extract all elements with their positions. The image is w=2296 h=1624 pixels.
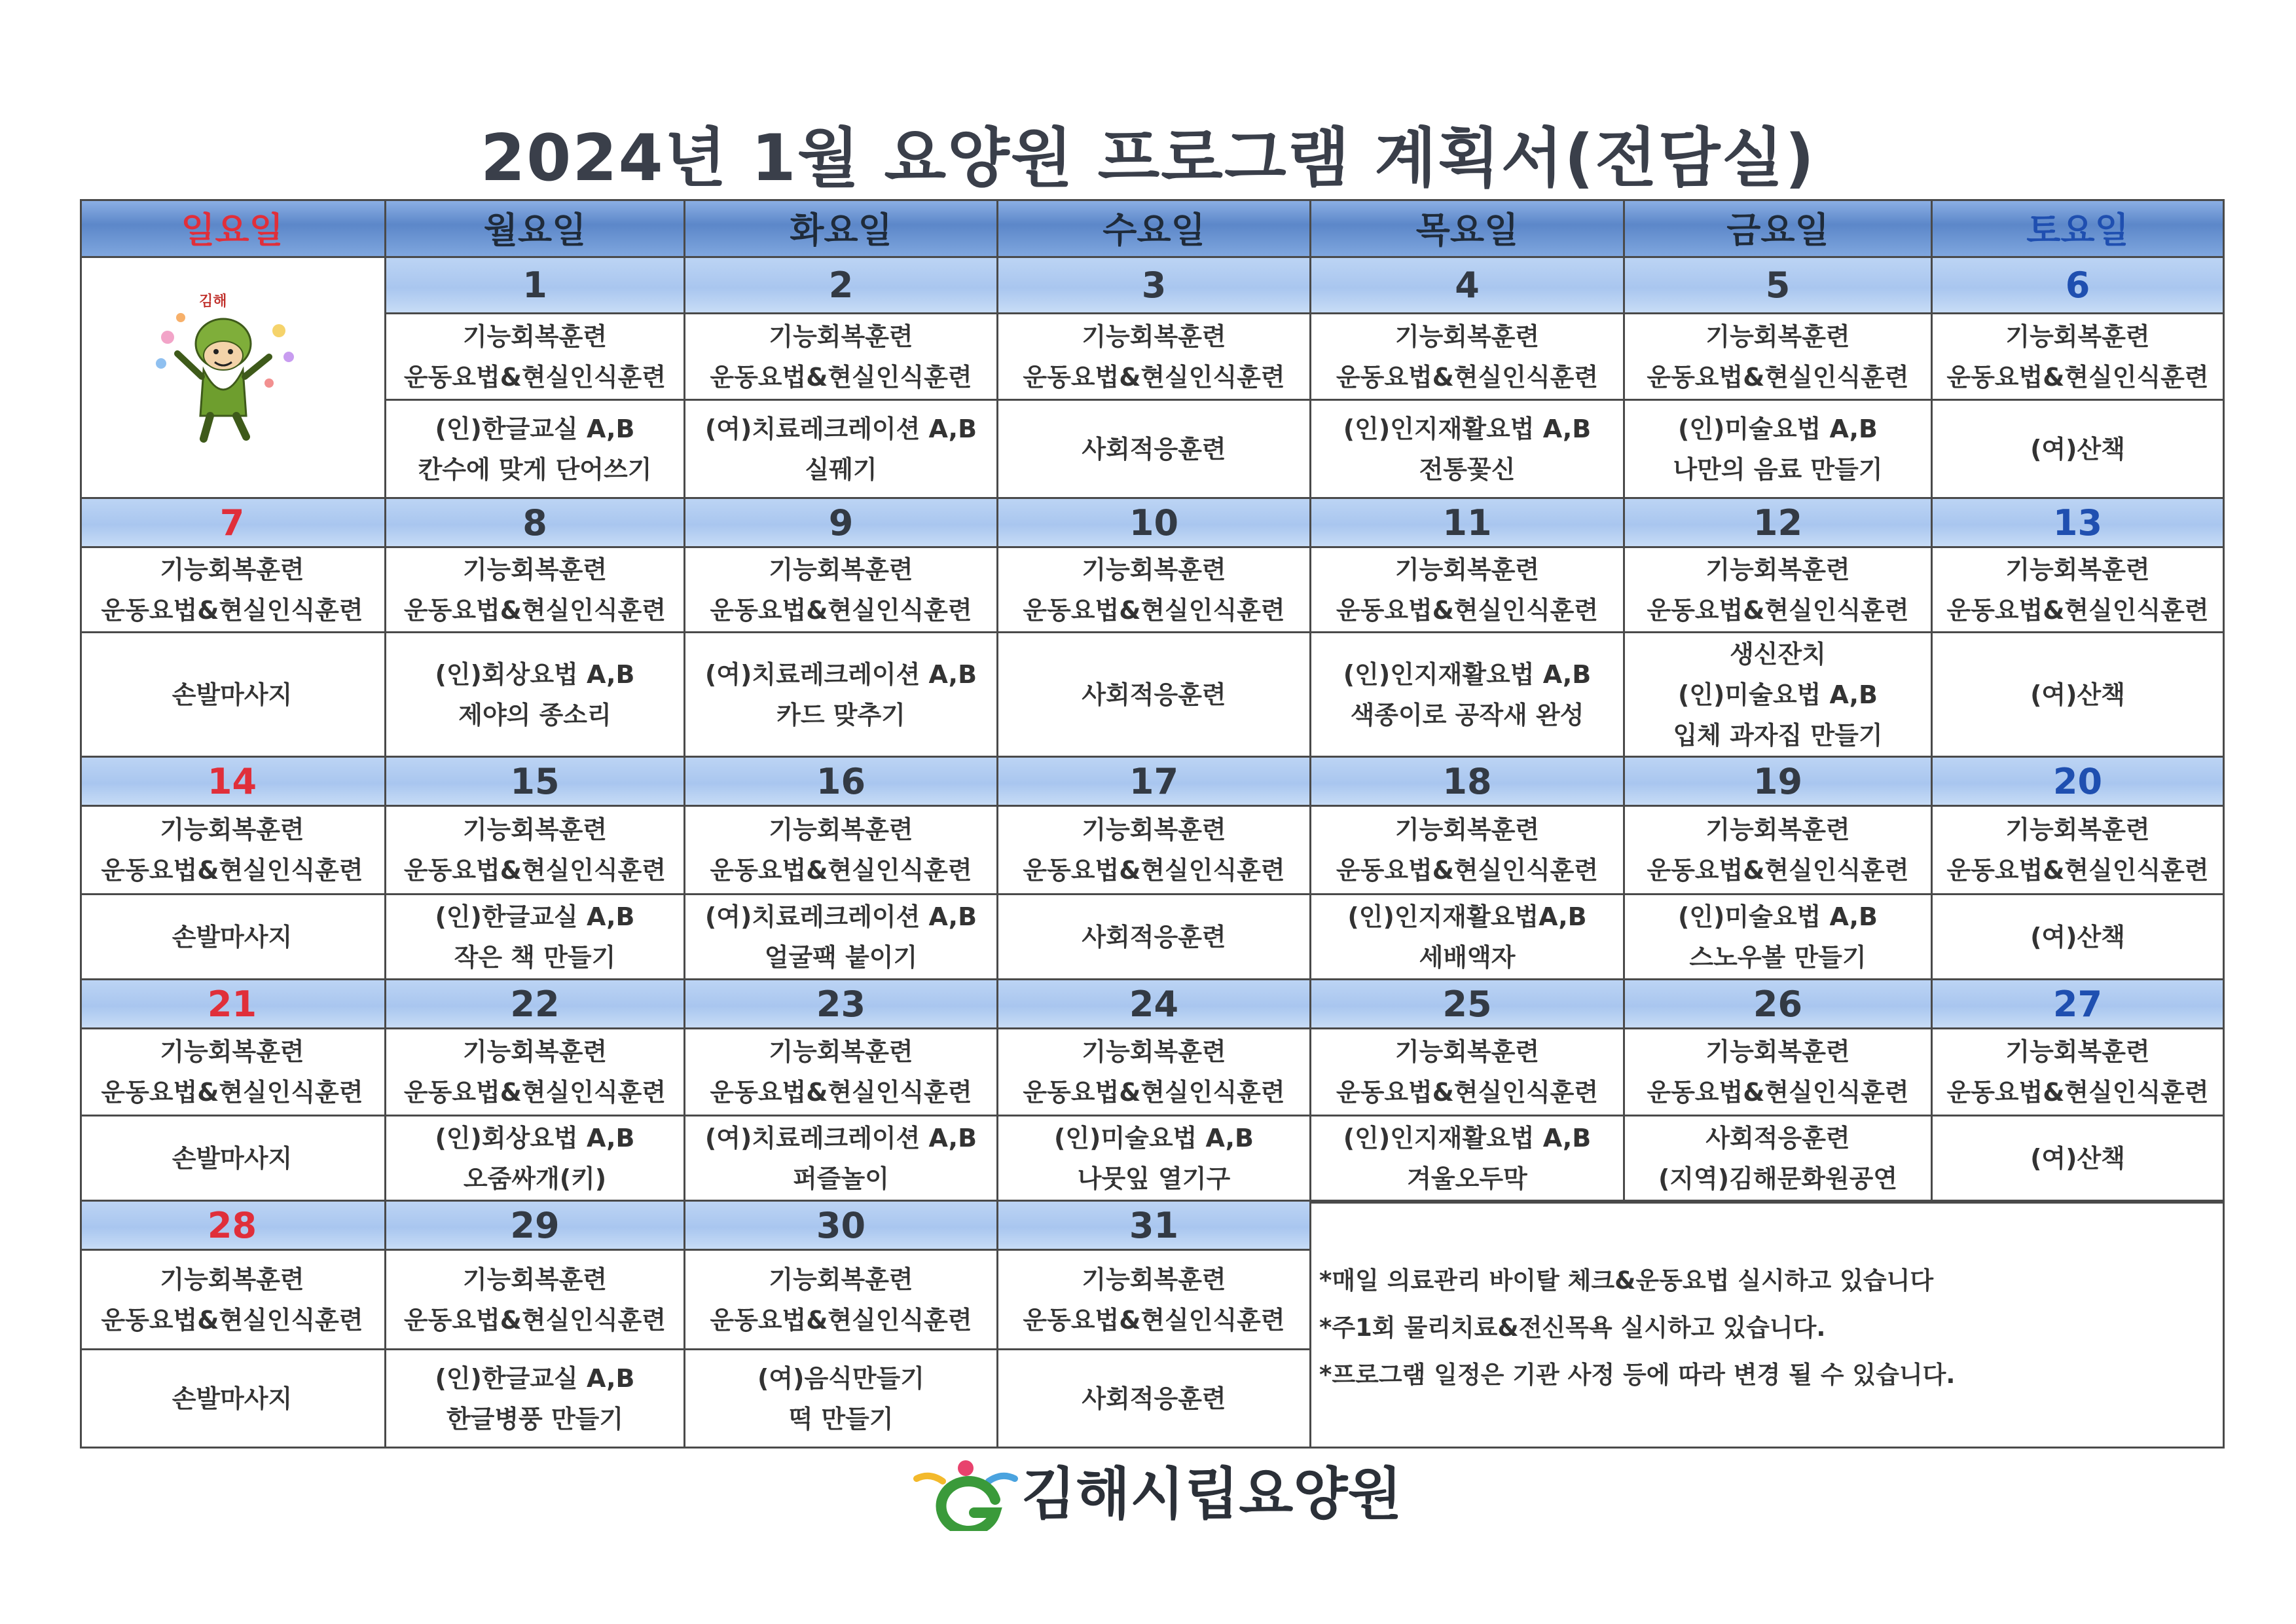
program-line: 기능회복훈련	[1394, 322, 1540, 351]
program-cell	[998, 314, 1311, 401]
program-cell	[1933, 807, 2225, 895]
program-line: 기능회복훈련	[1394, 1037, 1540, 1066]
program-cell	[998, 1350, 1311, 1449]
program-cell	[386, 548, 685, 633]
program-line: 한글병풍 만들기	[446, 1404, 624, 1433]
day-number: 11	[1442, 502, 1492, 544]
program-line: 기능회복훈련	[1705, 815, 1850, 844]
program-line: 세배액자	[1419, 942, 1516, 972]
program-line: 기능회복훈련	[2005, 815, 2150, 844]
day-number-cell	[1625, 758, 1933, 807]
program-line: 운동요법&현실인식훈련	[1023, 856, 1285, 885]
program-line: (인)미술요법 A,B	[1677, 414, 1878, 443]
day-number: 22	[510, 983, 560, 1025]
day-number-cell	[80, 980, 386, 1029]
program-line: 손발마사지	[172, 1143, 293, 1173]
program-line: (인)미술요법 A,B	[1053, 1123, 1254, 1153]
program-cell	[998, 633, 1311, 758]
day-number-cell	[386, 758, 685, 807]
program-line: 사회적응훈련	[1705, 1123, 1850, 1153]
day-number-cell	[685, 1202, 998, 1251]
program-line: 운동요법&현실인식훈련	[1946, 856, 2209, 885]
day-number: 25	[1442, 983, 1492, 1025]
program-line: 기능회복훈련	[1705, 322, 1850, 351]
program-line: 기능회복훈련	[1394, 815, 1540, 844]
program-cell	[80, 807, 386, 895]
program-line: 손발마사지	[172, 680, 293, 709]
program-line: 운동요법&현실인식훈련	[1946, 362, 2209, 392]
program-cell	[386, 1029, 685, 1116]
program-line: 운동요법&현실인식훈련	[710, 595, 972, 625]
program-line: 운동요법&현실인식훈련	[1647, 856, 1909, 885]
program-cell	[80, 895, 386, 980]
program-line: 손발마사지	[172, 922, 293, 951]
day-number: 2	[828, 265, 854, 306]
day-number: 26	[1753, 983, 1803, 1025]
program-line: (인)미술요법 A,B	[1677, 680, 1878, 709]
program-line: (지역)김해문화원공연	[1658, 1164, 1898, 1193]
program-cell	[1311, 807, 1625, 895]
program-line: 사회적응훈련	[1082, 434, 1226, 464]
weekday-header	[80, 199, 386, 258]
program-line: 운동요법&현실인식훈련	[1023, 1078, 1285, 1107]
weekday-label: 토요일	[2026, 210, 2129, 251]
program-line: 기능회복훈련	[769, 322, 913, 351]
day-number: 13	[2052, 502, 2103, 544]
program-cell	[998, 1251, 1311, 1350]
program-line: 기능회복훈련	[462, 1264, 608, 1294]
program-cell	[685, 1116, 998, 1202]
program-line: 기능회복훈련	[462, 815, 608, 844]
program-line: 운동요법&현실인식훈련	[101, 595, 363, 625]
day-number: 17	[1129, 760, 1179, 802]
program-line: 기능회복훈련	[462, 322, 608, 351]
day-number: 31	[1129, 1204, 1179, 1246]
program-line: 사회적응훈련	[1082, 1384, 1226, 1413]
day-number-cell	[1311, 758, 1625, 807]
day-number-cell	[386, 1202, 685, 1251]
program-line: 기능회복훈련	[160, 1264, 304, 1294]
program-line: 운동요법&현실인식훈련	[101, 1305, 363, 1335]
program-line: 얼굴팩 붙이기	[764, 942, 918, 972]
program-line: 운동요법&현실인식훈련	[1647, 595, 1909, 625]
program-cell	[386, 895, 685, 980]
program-cell	[1933, 314, 2225, 401]
program-line: (여)산책	[2030, 680, 2125, 709]
program-cell	[1625, 314, 1933, 401]
day-number: 24	[1129, 983, 1179, 1025]
program-cell	[1625, 1116, 1933, 1202]
program-line: 기능회복훈련	[1082, 815, 1226, 844]
weekday-label: 금요일	[1726, 210, 1829, 251]
program-line: (인)인지재활요법 A,B	[1343, 659, 1592, 689]
program-cell	[1625, 1029, 1933, 1116]
page-title: 2024년 1월 요양원 프로그램 계획서(전담실)	[480, 121, 1815, 196]
program-cell	[80, 548, 386, 633]
day-number: 1	[522, 265, 547, 306]
program-line: 운동요법&현실인식훈련	[710, 856, 972, 885]
program-line: (인)회상요법 A,B	[435, 659, 635, 689]
day-number: 10	[1129, 502, 1179, 544]
flower-decoration	[176, 313, 185, 322]
program-line: 운동요법&현실인식훈련	[403, 1078, 666, 1107]
day-number-cell	[685, 258, 998, 314]
day-number-cell	[1311, 980, 1625, 1029]
program-cell	[998, 1116, 1311, 1202]
day-number: 15	[510, 760, 560, 802]
day-number: 18	[1442, 760, 1492, 802]
program-line: 기능회복훈련	[1705, 1037, 1850, 1066]
program-cell	[1311, 548, 1625, 633]
program-line: (여)치료레크레이션 A,B	[704, 902, 977, 931]
program-line: 칸수에 맞게 단어쓰기	[418, 454, 652, 484]
flower-decoration	[264, 378, 274, 388]
program-cell	[1625, 633, 1933, 758]
program-cell	[386, 314, 685, 401]
program-cell	[1625, 895, 1933, 980]
program-cell	[1311, 401, 1625, 499]
day-number-cell	[80, 499, 386, 548]
program-cell	[1311, 895, 1625, 980]
flower-decoration	[161, 331, 174, 344]
weekday-label: 월요일	[483, 210, 587, 251]
program-line: 퍼즐놀이	[793, 1164, 889, 1193]
program-line: (인)회상요법 A,B	[435, 1123, 635, 1153]
program-line: (인)미술요법 A,B	[1677, 902, 1878, 931]
program-line: (여)산책	[2030, 1143, 2125, 1173]
program-cell	[80, 1029, 386, 1116]
program-line: 겨울오두막	[1407, 1164, 1527, 1193]
program-line: 운동요법&현실인식훈련	[710, 1078, 972, 1107]
day-number-cell	[1933, 258, 2225, 314]
program-cell	[1933, 895, 2225, 980]
day-number-cell	[685, 980, 998, 1029]
flower-decoration	[156, 358, 166, 369]
day-number-cell	[998, 499, 1311, 548]
day-number: 6	[2065, 265, 2090, 306]
program-line: 운동요법&현실인식훈련	[1946, 595, 2209, 625]
day-number-cell	[386, 499, 685, 548]
day-number: 7	[219, 502, 245, 544]
weekday-label: 일요일	[181, 210, 283, 251]
program-line: 운동요법&현실인식훈련	[403, 856, 666, 885]
day-number-cell	[1625, 499, 1933, 548]
day-number-cell	[80, 1202, 386, 1251]
weekday-header	[1933, 199, 2225, 258]
day-number-cell	[998, 258, 1311, 314]
day-number-cell	[1625, 258, 1933, 314]
day-number-cell	[1311, 258, 1625, 314]
program-line: 나뭇잎 열기구	[1077, 1164, 1231, 1193]
weekday-header	[685, 199, 998, 258]
program-cell	[386, 1116, 685, 1202]
program-cell	[80, 1251, 386, 1350]
day-number: 19	[1753, 760, 1803, 802]
program-cell	[998, 401, 1311, 499]
day-number-cell	[386, 258, 685, 314]
day-number: 5	[1765, 265, 1791, 306]
day-number: 23	[816, 983, 866, 1025]
program-line: 기능회복훈련	[160, 555, 304, 584]
day-number-cell	[998, 1202, 1311, 1251]
day-number-cell	[1933, 980, 2225, 1029]
day-number-cell	[998, 758, 1311, 807]
program-cell	[80, 1350, 386, 1449]
program-line: 기능회복훈련	[2005, 1037, 2150, 1066]
program-line: 기능회복훈련	[769, 815, 913, 844]
program-line: 운동요법&현실인식훈련	[1023, 362, 1285, 392]
day-number: 9	[828, 502, 854, 544]
program-line: 기능회복훈련	[160, 1037, 304, 1066]
program-cell	[1311, 633, 1625, 758]
program-line: 스노우볼 만들기	[1689, 942, 1867, 972]
day-number: 29	[510, 1204, 560, 1246]
program-cell	[1625, 807, 1933, 895]
weekday-header	[386, 199, 685, 258]
program-line: 운동요법&현실인식훈련	[1336, 1078, 1599, 1107]
program-line: 기능회복훈련	[1394, 555, 1540, 584]
program-cell	[685, 1029, 998, 1116]
program-line: 사회적응훈련	[1082, 680, 1226, 709]
program-line: 운동요법&현실인식훈련	[101, 856, 363, 885]
day-number-cell	[80, 758, 386, 807]
program-line: 운동요법&현실인식훈련	[1023, 595, 1285, 625]
program-line: 카드 맞추기	[776, 700, 905, 729]
day-number-cell	[1311, 499, 1625, 548]
program-cell	[1625, 401, 1933, 499]
program-line: 기능회복훈련	[1082, 1264, 1226, 1294]
mascot-illustration	[141, 291, 305, 449]
day-number-cell	[998, 980, 1311, 1029]
program-cell	[1933, 401, 2225, 499]
program-cell	[386, 633, 685, 758]
program-line: 기능회복훈련	[1082, 322, 1226, 351]
program-line: 기능회복훈련	[1082, 555, 1226, 584]
program-line: 운동요법&현실인식훈련	[101, 1078, 363, 1107]
program-line: 오줌싸개(키)	[463, 1164, 607, 1193]
org-logo-icon	[903, 1459, 1028, 1531]
program-line: 손발마사지	[172, 1384, 293, 1413]
program-cell	[1311, 1029, 1625, 1116]
program-line: 기능회복훈련	[160, 815, 304, 844]
program-cell	[1311, 1116, 1625, 1202]
day-number: 4	[1455, 265, 1480, 306]
program-cell	[998, 895, 1311, 980]
flower-decoration	[272, 324, 285, 337]
note-line: *주1회 물리치료&전신목욕 실시하고 있습니다.	[1319, 1314, 1826, 1342]
program-line: (인)한글교실 A,B	[435, 902, 635, 931]
day-number-cell	[1625, 980, 1933, 1029]
program-cell	[685, 807, 998, 895]
day-number: 12	[1753, 502, 1803, 544]
program-cell	[998, 1029, 1311, 1116]
day-number: 14	[207, 760, 257, 802]
program-line: (여)산책	[2030, 922, 2125, 951]
program-line: 전통꽃신	[1419, 454, 1516, 484]
program-line: (인)한글교실 A,B	[435, 414, 635, 443]
program-cell	[685, 633, 998, 758]
program-line: (인)한글교실 A,B	[435, 1363, 635, 1393]
program-line: (여)음식만들기	[757, 1363, 924, 1393]
program-line: 운동요법&현실인식훈련	[1647, 1078, 1909, 1107]
program-line: 기능회복훈련	[769, 555, 913, 584]
program-line: 운동요법&현실인식훈련	[1336, 595, 1599, 625]
notes-block	[1319, 1257, 2223, 1399]
program-line: (인)인지재활요법A,B	[1347, 902, 1587, 931]
mascot-label: 김해	[199, 293, 227, 310]
program-line: 입체 과자집 만들기	[1673, 720, 1883, 750]
program-line: 운동요법&현실인식훈련	[1023, 1305, 1285, 1335]
day-number: 3	[1141, 265, 1167, 306]
program-line: 운동요법&현실인식훈련	[403, 595, 666, 625]
program-line: (여)치료레크레이션 A,B	[704, 414, 977, 443]
day-number: 16	[816, 760, 866, 802]
day-number: 28	[207, 1204, 257, 1246]
day-number: 21	[207, 983, 257, 1025]
program-cell	[998, 548, 1311, 633]
program-line: 기능회복훈련	[1705, 555, 1850, 584]
program-line: 운동요법&현실인식훈련	[1336, 362, 1599, 392]
weekday-label: 화요일	[790, 210, 892, 251]
program-line: 기능회복훈련	[2005, 555, 2150, 584]
program-line: 기능회복훈련	[2005, 322, 2150, 351]
program-cell	[1933, 1116, 2225, 1202]
program-line: 운동요법&현실인식훈련	[403, 1305, 666, 1335]
program-cell	[685, 314, 998, 401]
program-line: 기능회복훈련	[462, 1037, 608, 1066]
program-line: 기능회복훈련	[1082, 1037, 1226, 1066]
program-cell	[386, 1251, 685, 1350]
program-cell	[386, 1350, 685, 1449]
program-line: 제야의 종소리	[458, 700, 611, 729]
day-number-cell	[685, 499, 998, 548]
program-line: 기능회복훈련	[462, 555, 608, 584]
org-name: 김해시립요양원	[1021, 1462, 1402, 1527]
program-cell	[1311, 314, 1625, 401]
weekday-label: 목요일	[1415, 210, 1519, 251]
program-line: 운동요법&현실인식훈련	[710, 1305, 972, 1335]
program-cell	[685, 1350, 998, 1449]
program-cell	[1625, 548, 1933, 633]
program-cell	[685, 401, 998, 499]
program-line: (여)산책	[2030, 434, 2125, 464]
program-cell	[1933, 633, 2225, 758]
program-cell	[685, 1251, 998, 1350]
day-number: 27	[2052, 983, 2103, 1025]
program-cell	[80, 633, 386, 758]
day-number: 8	[522, 502, 547, 544]
program-line: 운동요법&현실인식훈련	[710, 362, 972, 392]
weekday-header	[1311, 199, 1625, 258]
day-number-cell	[685, 758, 998, 807]
program-line: 운동요법&현실인식훈련	[403, 362, 666, 392]
program-cell	[998, 807, 1311, 895]
program-line: 작은 책 만들기	[454, 942, 616, 972]
program-line: (여)치료레크레이션 A,B	[704, 659, 977, 689]
flower-decoration	[283, 352, 294, 362]
program-line: 기능회복훈련	[769, 1264, 913, 1294]
program-line: 색종이로 공작새 완성	[1350, 700, 1584, 729]
program-line: (여)치료레크레이션 A,B	[704, 1123, 977, 1153]
program-line: 나만의 음료 만들기	[1673, 454, 1883, 484]
day-number-cell	[386, 980, 685, 1029]
note-line: *프로그램 일정은 기관 사정 등에 따라 변경 될 수 있습니다.	[1319, 1361, 1956, 1389]
program-line: 운동요법&현실인식훈련	[1336, 856, 1599, 885]
weekday-label: 수요일	[1102, 210, 1205, 251]
day-number: 20	[2052, 760, 2103, 802]
day-number-cell	[1933, 758, 2225, 807]
program-cell	[386, 807, 685, 895]
program-cell	[1933, 1029, 2225, 1116]
program-line: (인)인지재활요법 A,B	[1343, 414, 1592, 443]
program-line: 사회적응훈련	[1082, 922, 1226, 951]
program-cell	[1933, 548, 2225, 633]
program-line: 운동요법&현실인식훈련	[1946, 1078, 2209, 1107]
program-line: (인)인지재활요법 A,B	[1343, 1123, 1592, 1153]
program-line: 운동요법&현실인식훈련	[1647, 362, 1909, 392]
program-line: 기능회복훈련	[769, 1037, 913, 1066]
day-number-cell	[1933, 499, 2225, 548]
program-cell	[386, 401, 685, 499]
program-line: 실꿰기	[805, 454, 877, 484]
program-line: 떡 만들기	[788, 1404, 894, 1433]
program-line: 생신잔치	[1730, 639, 1826, 669]
weekday-header	[1625, 199, 1933, 258]
program-cell	[80, 1116, 386, 1202]
program-cell	[685, 895, 998, 980]
program-cell	[685, 548, 998, 633]
weekday-header	[998, 199, 1311, 258]
note-line: *매일 의료관리 바이탈 체크&운동요법 실시하고 있습니다	[1319, 1266, 1934, 1295]
day-number: 30	[816, 1204, 866, 1246]
